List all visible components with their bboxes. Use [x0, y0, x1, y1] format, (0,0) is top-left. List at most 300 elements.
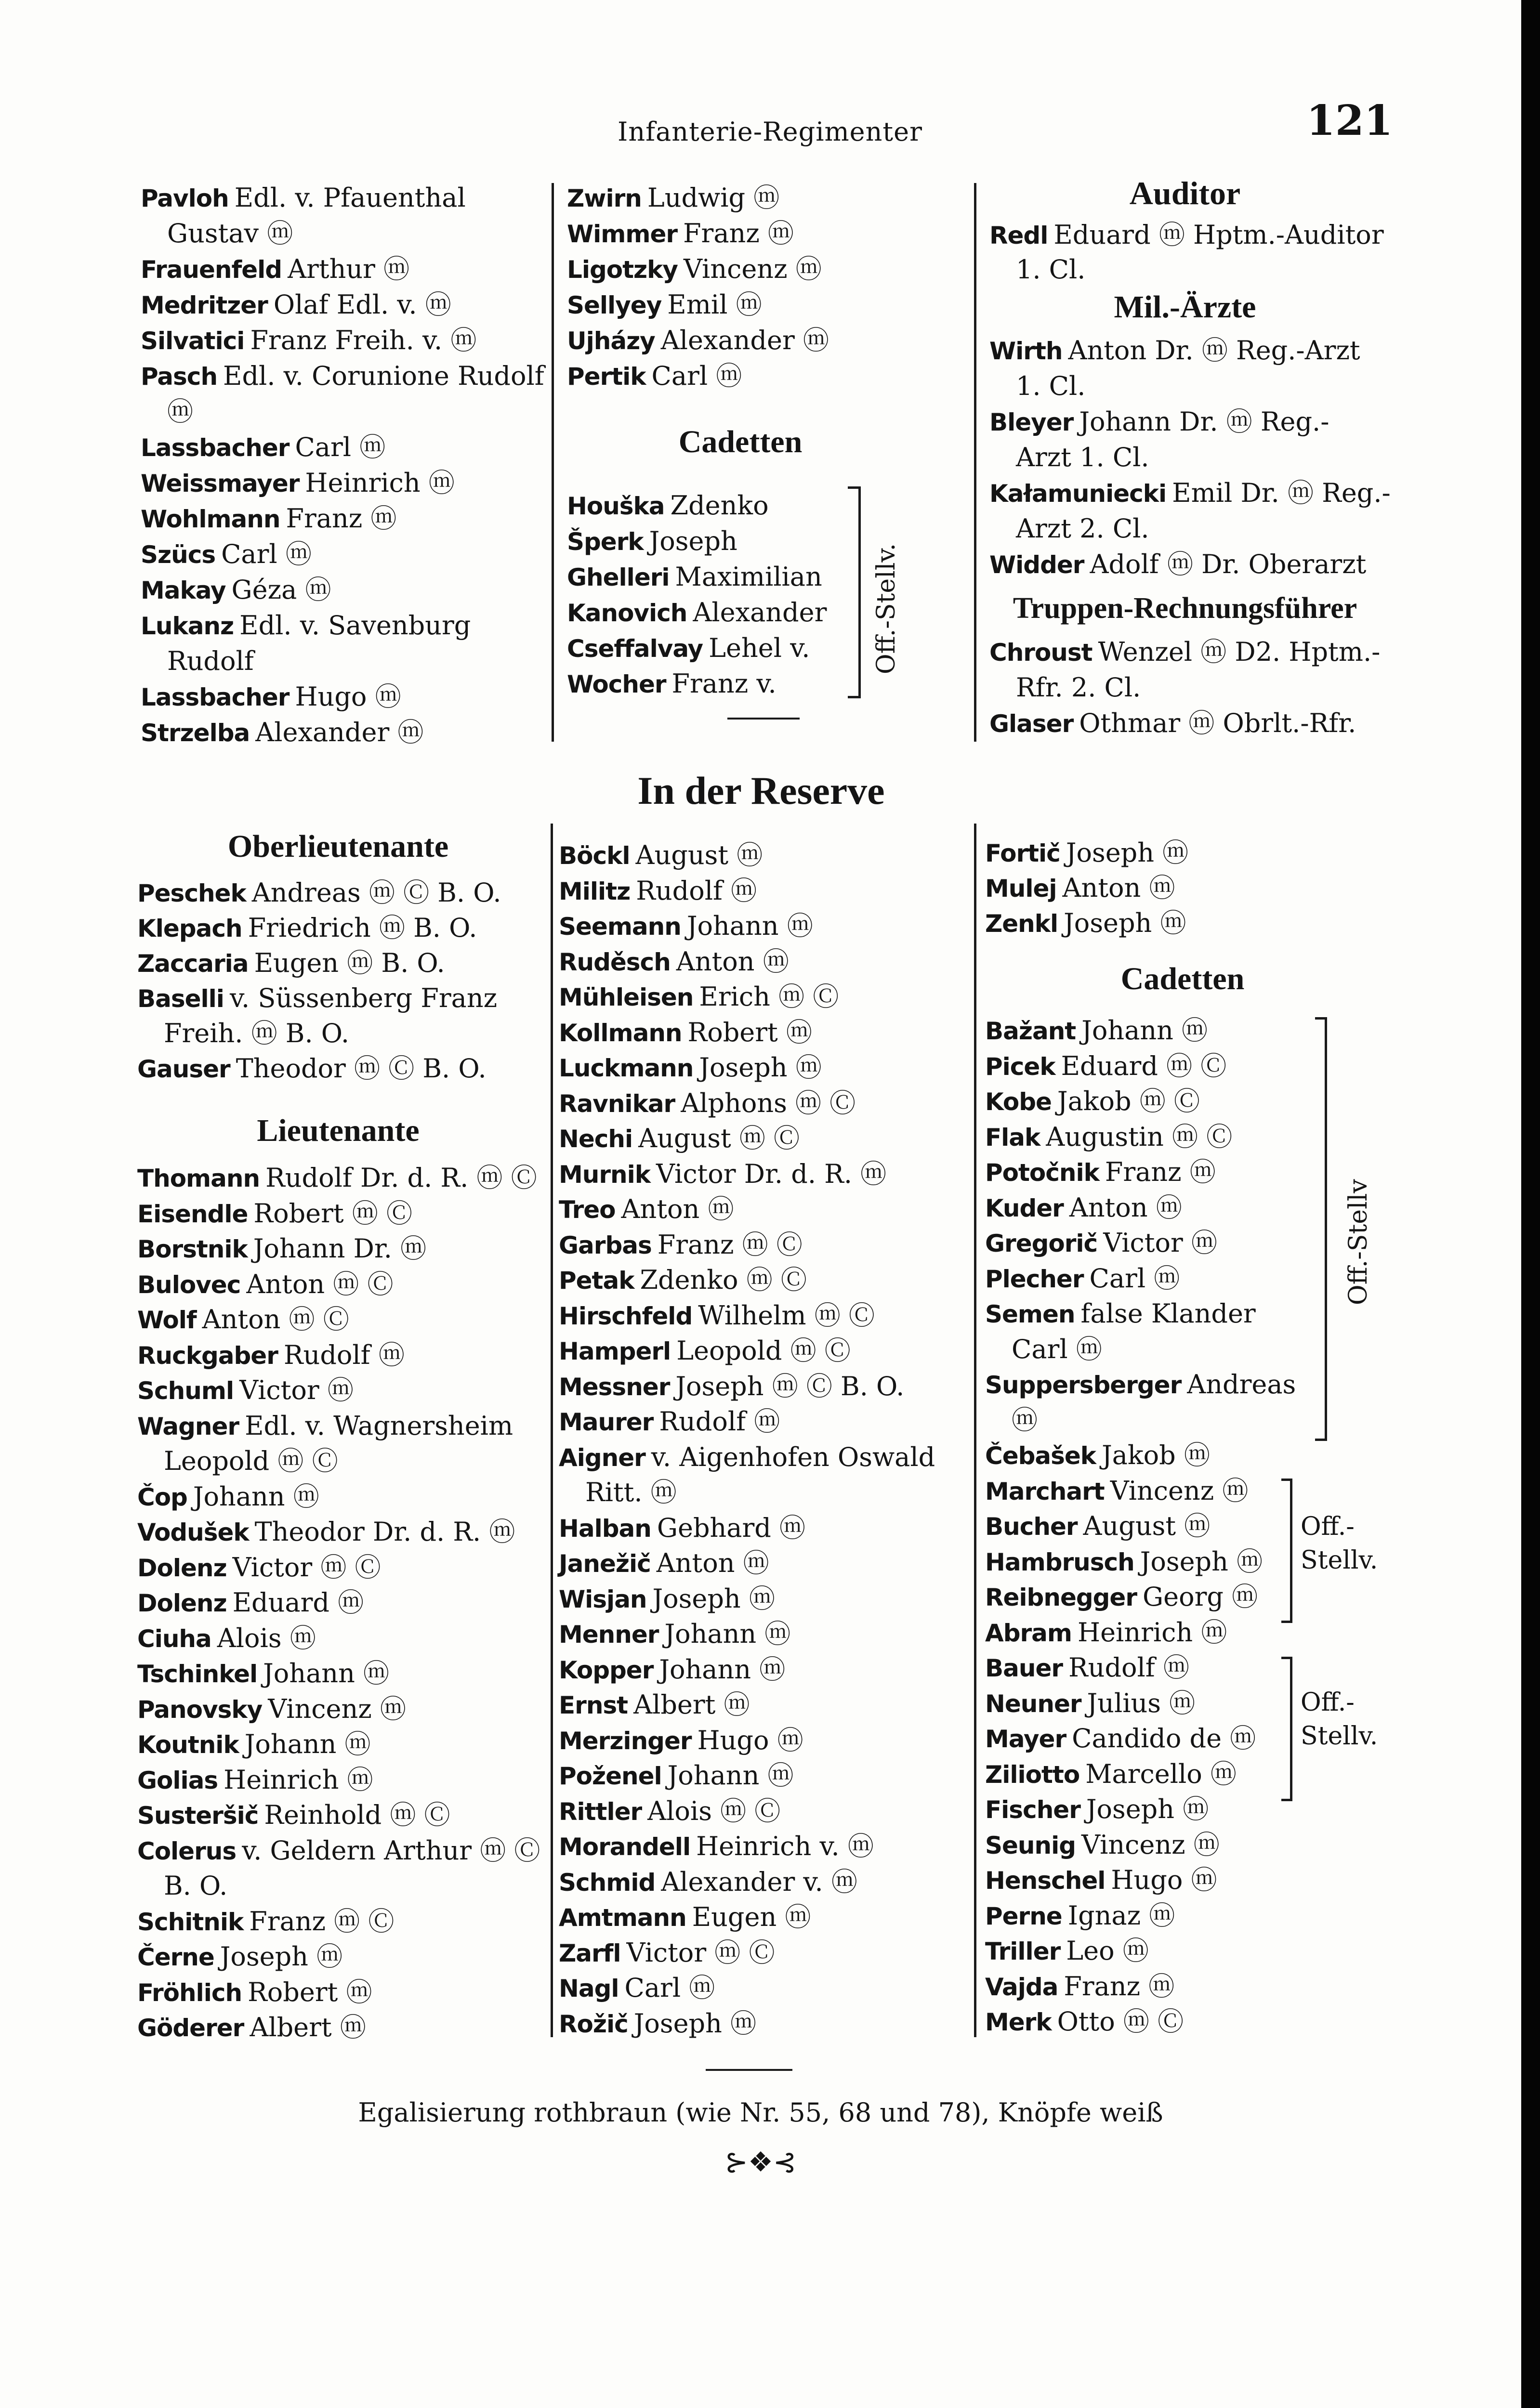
roster-entry: [559, 1900, 811, 1935]
roster-entry: [137, 1267, 393, 1302]
roster-entry: [985, 1474, 1248, 1509]
entry-details: Joseph ⓜ: [652, 1583, 775, 1614]
roster-entry: [141, 573, 331, 608]
roster-entry: [985, 1191, 1182, 1226]
entry-details: v. Süssenberg Franz: [229, 983, 498, 1013]
roster-entry: [989, 333, 1360, 368]
surname: Henschel: [985, 1867, 1106, 1895]
entry-details: Augustin ⓜ Ⓒ: [1046, 1121, 1233, 1152]
entry-details: Alexander v. ⓜ: [661, 1866, 857, 1897]
surname: Šperk: [567, 528, 644, 556]
entry-details: Otto ⓜ Ⓒ: [1057, 2006, 1184, 2037]
roster-entry: [559, 980, 839, 1015]
entry-details: ⓜ: [167, 396, 193, 427]
roster-entry: [567, 288, 762, 323]
cadetten-heading-bottom: Cadetten: [1120, 961, 1245, 996]
entry-details: Anton ⓜ Ⓒ: [246, 1269, 394, 1299]
surname: Ruckgaber: [137, 1341, 278, 1370]
roster-entry: [559, 1157, 886, 1192]
surname: Houška: [567, 492, 665, 520]
entry-details: Emil ⓜ: [667, 289, 762, 320]
surname: Wisjan: [559, 1585, 647, 1613]
roster-entry: [137, 1161, 537, 1196]
surname: Eisendle: [137, 1200, 248, 1228]
entry-details: Marcello ⓜ: [1085, 1758, 1237, 1789]
roster-entry: [567, 181, 779, 216]
entry-details: Eduard ⓜ Ⓒ: [1061, 1050, 1227, 1081]
roster-entry: [167, 394, 193, 429]
roster-entry: [567, 524, 737, 559]
surname: Szücs: [141, 541, 216, 569]
entry-details: Joseph: [649, 526, 737, 556]
entry-details: Leo ⓜ: [1066, 1936, 1149, 1966]
entry-details: Julius ⓜ: [1087, 1688, 1196, 1718]
entry-details: Johann ⓜ: [193, 1481, 319, 1512]
surname: Černe: [137, 1943, 214, 1971]
surname: Peschek: [137, 879, 246, 907]
roster-entry: [137, 1051, 487, 1086]
entry-details: Gustav ⓜ: [167, 218, 293, 249]
roster-entry: [567, 252, 822, 287]
roster-entry: [137, 1692, 406, 1727]
entry-details: Johann Dr. ⓜ Reg.-: [1079, 406, 1329, 437]
surname: Zenkl: [985, 910, 1058, 938]
entry-details: Anton ⓜ Ⓒ: [202, 1304, 349, 1335]
surname: Nechi: [559, 1125, 633, 1153]
roster-entry: [985, 1934, 1149, 1969]
entry-details: Edl. v. Savenburg: [239, 610, 471, 641]
entry-details: Johann Dr. ⓜ: [253, 1233, 427, 1264]
entry-details: Robert ⓜ Ⓒ: [253, 1198, 412, 1229]
surname: Medritzer: [141, 291, 268, 319]
entry-details: Vincenz ⓜ: [268, 1693, 406, 1724]
surname: Gregorič: [985, 1230, 1098, 1257]
surname: Vajda: [985, 1973, 1058, 2001]
roster-entry: [137, 1338, 405, 1373]
surname: Messner: [559, 1373, 670, 1401]
roster-entry: [559, 1440, 935, 1475]
entry-details: Rudolf ⓜ: [659, 1406, 780, 1437]
roster-entry: [567, 359, 742, 394]
entry-details: Franz ⓜ: [683, 218, 794, 249]
entry-details: Carl ⓜ: [295, 432, 386, 462]
roster-entry: [985, 1013, 1208, 1048]
entry-details: Anton ⓜ: [656, 1548, 769, 1578]
entry-details: Hugo ⓜ: [295, 681, 401, 712]
roster-entry: [137, 876, 501, 911]
roster-entry: [137, 1302, 349, 1337]
surname: Schitnik: [137, 1908, 244, 1936]
roster-entry: [985, 1084, 1200, 1119]
surname: Wimmer: [567, 220, 678, 248]
roster-entry: [137, 1975, 372, 2010]
surname: Hambrusch: [985, 1548, 1134, 1576]
entry-details: Joseph ⓜ: [1086, 1794, 1209, 1824]
entry-details: Johann ⓜ: [263, 1658, 390, 1688]
surname: Gauser: [137, 1055, 230, 1083]
surname: Bažant: [985, 1017, 1076, 1045]
roster-entry: [567, 595, 827, 630]
entry-details: Joseph ⓜ: [220, 1941, 343, 1972]
entry-details: Georg ⓜ: [1143, 1582, 1258, 1612]
roster-entry: [167, 216, 293, 251]
roster-entry: [559, 1617, 790, 1652]
roster-entry: [985, 1969, 1174, 2004]
surname: Koutnik: [137, 1731, 239, 1759]
surname: Göderer: [137, 2014, 244, 2042]
entry-details: Rudolf Dr. d. R. ⓜ Ⓒ: [265, 1163, 537, 1193]
roster-entry: [559, 1511, 805, 1546]
entry-details: Géza ⓜ: [231, 575, 331, 605]
entry-details: Rudolf ⓜ: [1068, 1652, 1189, 1683]
surname: Panovsky: [137, 1695, 263, 1724]
surname: Kobe: [985, 1088, 1052, 1116]
surname: Lassbacher: [141, 434, 290, 462]
surname: Potočnik: [985, 1159, 1099, 1187]
roster-entry: [985, 1120, 1232, 1155]
surname: Picek: [985, 1052, 1055, 1081]
surname: Hirschfeld: [559, 1302, 693, 1330]
entry-details: Theodor ⓜ Ⓒ B. O.: [236, 1053, 487, 1084]
surname: Zaccaria: [137, 950, 249, 978]
surname: Semen: [985, 1300, 1075, 1328]
entry-details: Johann ⓜ: [664, 1619, 791, 1649]
roster-entry: [989, 547, 1366, 582]
surname: Mulej: [985, 875, 1057, 903]
surname: Golias: [137, 1766, 218, 1794]
roster-entry: [137, 1585, 364, 1621]
entry-details: Ludwig ⓜ: [647, 183, 780, 213]
entry-details: Hugo ⓜ: [697, 1725, 803, 1755]
surname: Silvatici: [141, 327, 245, 355]
roster-entry: [559, 1050, 822, 1086]
roster-entry: [985, 1615, 1227, 1650]
surname: Schuml: [137, 1377, 234, 1405]
surname: Sellyey: [567, 291, 662, 319]
entry-details: Edl. v. Pfauenthal: [234, 183, 466, 213]
entry-details: Leopold ⓜ Ⓒ: [164, 1446, 338, 1476]
roster-entry: [559, 874, 757, 909]
roster-entry: [985, 1226, 1217, 1261]
roster-entry: [559, 1334, 851, 1369]
surname: Widder: [989, 551, 1084, 579]
entry-details: Ignaz ⓜ: [1067, 1900, 1175, 1931]
roster-entry: [559, 1369, 904, 1404]
surname: Ruděsch: [559, 948, 671, 976]
surname: Triller: [985, 1937, 1061, 1965]
entry-details: Jakob ⓜ Ⓒ: [1057, 1086, 1200, 1116]
entry-details: Edl. v. Corunione Rudolf: [223, 361, 544, 391]
off-stellv-label-1a: Off.-: [1301, 1512, 1355, 1541]
entry-details: Carl ⓜ: [221, 539, 312, 569]
roster-entry: [559, 1794, 780, 1829]
off-stellv-label-1b: Stellv.: [1301, 1546, 1378, 1575]
entry-details: Johann ⓜ: [667, 1760, 794, 1791]
roster-entry: [559, 1546, 769, 1581]
roster-entry: [164, 1869, 227, 1903]
entry-details: Adolf ⓜ Dr. Oberarzt: [1090, 549, 1367, 579]
surname: Perne: [985, 1902, 1062, 1930]
roster-entry: [137, 1409, 513, 1444]
entry-details: Victor ⓜ: [239, 1375, 354, 1405]
roster-entry: [559, 944, 789, 980]
roster-entry: [985, 1828, 1220, 1863]
short-divider-bottom: [706, 2069, 792, 2071]
surname: Bleyer: [989, 408, 1074, 436]
entry-details: Erich ⓜ Ⓒ: [699, 982, 839, 1012]
entry-details: Victor Dr. d. R. ⓜ: [656, 1158, 887, 1189]
entry-details: Alois ⓜ: [217, 1623, 316, 1653]
entry-details: Victor ⓜ Ⓒ: [232, 1552, 381, 1583]
roster-entry: [559, 1228, 803, 1263]
entry-details: Emil Dr. ⓜ Reg.-: [1172, 478, 1391, 508]
roster-entry: [141, 323, 476, 358]
roster-entry: [141, 680, 401, 715]
surname: Glaser: [989, 710, 1074, 738]
surname: Ciuha: [137, 1624, 211, 1653]
surname: Bucher: [985, 1513, 1078, 1541]
surname: Garbas: [559, 1231, 652, 1259]
entry-details: ⓜ: [1012, 1404, 1038, 1435]
surname: Baselli: [137, 985, 224, 1013]
roster-entry: [985, 1650, 1189, 1686]
surname: Murnik: [559, 1160, 650, 1189]
roster-entry: [985, 1580, 1258, 1615]
entry-details: Othmar ⓜ Obrlt.-Rfr.: [1079, 708, 1356, 738]
surname: Rittler: [559, 1797, 642, 1826]
roster-entry: [559, 1192, 734, 1227]
surname: Kuder: [985, 1194, 1064, 1222]
entry-details: Freih. ⓜ B. O.: [164, 1018, 350, 1048]
surname: Treo: [559, 1196, 616, 1224]
entry-details: Rudolf ⓜ: [636, 875, 757, 906]
surname: Wocher: [567, 670, 666, 698]
surname: Seemann: [559, 913, 681, 941]
short-divider-top: [727, 718, 800, 720]
off-stellv-label-2b: Stellv.: [1301, 1722, 1378, 1751]
roster-entry: [985, 2004, 1184, 2040]
entry-details: Albert ⓜ: [633, 1689, 750, 1720]
entry-details: Vincenz ⓜ: [684, 254, 822, 284]
surname: Kollmann: [559, 1019, 682, 1047]
surname: Dolenz: [137, 1554, 227, 1582]
entry-details: Franz ⓜ Ⓒ: [249, 1906, 395, 1937]
entry-details: Theodor Dr. d. R. ⓜ: [254, 1517, 515, 1547]
entry-details: Joseph ⓜ: [1064, 908, 1186, 938]
surname: Wohlmann: [141, 505, 280, 533]
entry-details: Heinrich ⓜ: [1078, 1617, 1227, 1648]
entry-details: August ⓜ Ⓒ: [638, 1123, 800, 1153]
page-number: 121: [1306, 96, 1393, 145]
surname: Merzinger: [559, 1727, 692, 1755]
entry-details: Anton ⓜ: [621, 1194, 734, 1224]
entry-details: Johann ⓜ: [1081, 1015, 1208, 1046]
roster-entry: [985, 906, 1186, 941]
roster-entry: [559, 1829, 874, 1864]
surname: Kałamuniecki: [989, 480, 1167, 508]
column-rule-left-bottom: [551, 824, 553, 2037]
surname: Cseffalvay: [567, 635, 703, 663]
surname: Pertik: [567, 363, 646, 391]
roster-entry: [985, 871, 1175, 906]
surname: Luckmann: [559, 1054, 694, 1082]
surname: Thomann: [137, 1165, 260, 1192]
surname: Ernst: [559, 1691, 628, 1719]
entry-details: Vincenz ⓜ: [1110, 1475, 1249, 1506]
entry-details: Reinhold ⓜ Ⓒ: [264, 1800, 450, 1830]
surname: Plecher: [985, 1265, 1084, 1293]
roster-entry: [141, 537, 312, 572]
ornament: ⊱❖⊰: [724, 2146, 797, 2178]
surname: Bauer: [985, 1654, 1063, 1682]
surname: Poženel: [559, 1762, 662, 1790]
entry-details: Carl ⓜ: [1012, 1334, 1102, 1364]
roster-entry: [1016, 369, 1085, 404]
roster-entry: [141, 715, 423, 750]
roster-entry: [985, 1155, 1216, 1190]
entry-details: Alexander ⓜ: [660, 325, 829, 355]
off-stellv-label-big: Off.-Stellv: [1344, 1179, 1373, 1305]
cadetten-brace-top: [848, 486, 861, 698]
cadetten-heading-top: Cadetten: [678, 424, 803, 459]
entry-details: Jakob ⓜ: [1102, 1440, 1210, 1470]
running-header: Infanterie-Regimenter: [618, 117, 922, 147]
roster-entry: [137, 1833, 540, 1869]
surname: Ujházy: [567, 327, 655, 355]
entry-details: Franz ⓜ Ⓒ: [657, 1229, 803, 1260]
entry-details: Johann ⓜ: [686, 911, 813, 941]
entry-details: Carl ⓜ: [1089, 1263, 1180, 1294]
roster-entry: [585, 1475, 677, 1510]
roster-entry: [559, 1121, 800, 1156]
roster-entry: [559, 1582, 775, 1617]
entry-details: Zdenko ⓜ Ⓒ: [640, 1265, 807, 1295]
roster-entry: [137, 1727, 371, 1762]
surname: Flak: [985, 1123, 1040, 1152]
entry-details: August ⓜ: [1083, 1511, 1211, 1541]
surname: Pasch: [141, 363, 218, 391]
surname: Seunig: [985, 1831, 1076, 1859]
roster-entry: [559, 838, 763, 873]
roster-entry: [985, 1721, 1256, 1756]
entry-details: Edl. v. Wagnersheim: [245, 1410, 513, 1441]
surname: Lukanz: [141, 612, 234, 640]
entry-details: Heinrich v. ⓜ: [696, 1831, 874, 1861]
entry-details: Eugen ⓜ: [692, 1902, 811, 1932]
surname: Nagl: [559, 1975, 619, 2002]
roster-entry: [989, 218, 1384, 253]
cadetten-brace-1: [1281, 1479, 1292, 1623]
surname: Militz: [559, 877, 631, 905]
entry-details: Anton ⓜ: [676, 946, 789, 977]
entry-details: Arthur ⓜ: [288, 254, 410, 284]
rechnungsfuehrer-heading: Truppen-Rechnungsführer: [1013, 592, 1357, 625]
surname: Menner: [559, 1621, 659, 1649]
entry-details: Andreas: [1187, 1369, 1296, 1400]
surname: Wirth: [989, 337, 1063, 365]
roster-entry: [559, 1298, 875, 1334]
roster-entry: [985, 1049, 1226, 1084]
column-rule-right-top: [974, 183, 976, 742]
surname: Weissmayer: [141, 470, 300, 497]
surname: Ligotzky: [567, 256, 678, 284]
entry-details: Robert ⓜ: [687, 1017, 812, 1047]
entry-details: Rfr. 2. Cl.: [1016, 672, 1141, 703]
entry-details: Zdenko: [670, 490, 769, 521]
surname: Abram: [985, 1619, 1072, 1647]
oberlieutenants-heading: Oberlieutenante: [227, 829, 449, 864]
surname: Wagner: [137, 1412, 239, 1440]
roster-entry: [164, 1444, 338, 1479]
column-rule-right-bottom: [974, 824, 976, 2037]
surname: Strzelba: [141, 719, 250, 747]
lieutenants-heading: Lieutenante: [257, 1113, 420, 1148]
roster-entry: [141, 252, 409, 287]
roster-entry: [1012, 1332, 1102, 1367]
entry-details: Leopold ⓜ Ⓒ: [676, 1335, 851, 1366]
roster-entry: [141, 466, 455, 501]
entry-details: Joseph ⓜ: [1066, 838, 1189, 868]
entry-details: Wenzel ⓜ D2. Hptm.-: [1098, 637, 1381, 667]
entry-details: Maximilian: [675, 562, 822, 592]
off-stellv-label-top: Off.-Stellv.: [872, 543, 901, 674]
surname: Susteršič: [137, 1802, 259, 1830]
roster-entry: [559, 1865, 857, 1900]
entry-details: v. Geldern Arthur ⓜ Ⓒ: [242, 1835, 540, 1866]
entry-details: Arzt 2. Cl.: [1016, 513, 1149, 544]
roster-entry: [985, 1509, 1210, 1544]
roster-entry: [985, 1757, 1237, 1792]
roster-entry: [137, 946, 445, 981]
roster-entry: [141, 288, 451, 323]
surname: Fischer: [985, 1796, 1080, 1824]
surname: Bulovec: [137, 1270, 241, 1299]
entry-details: Anton ⓜ: [1069, 1192, 1182, 1223]
roster-entry: [141, 430, 385, 465]
entry-details: Wilhelm ⓜ Ⓒ: [698, 1300, 875, 1331]
roster-entry: [559, 1723, 803, 1758]
roster-entry: [1012, 1403, 1038, 1438]
roster-entry: [989, 635, 1380, 670]
entry-details: Gebhard ⓜ: [657, 1512, 806, 1543]
roster-entry: [164, 1016, 349, 1051]
roster-entry: [167, 644, 254, 679]
roster-entry: [137, 1939, 342, 1975]
roster-entry: [559, 1758, 794, 1793]
roster-entry: [559, 1263, 807, 1298]
surname: Rožič: [559, 2010, 628, 2038]
roster-entry: [559, 1086, 856, 1121]
surname: Čebašek: [985, 1442, 1096, 1470]
entry-details: Joseph ⓜ: [699, 1052, 822, 1083]
roster-entry: [137, 1550, 381, 1585]
roster-entry: [985, 1296, 1256, 1332]
surname: Neuner: [985, 1689, 1081, 1718]
roster-entry: [1016, 440, 1149, 475]
entry-details: Franz ⓜ: [1105, 1157, 1216, 1187]
off-stellv-label-2a: Off.-: [1301, 1688, 1355, 1717]
roster-entry: [559, 1971, 715, 2006]
surname: Wolf: [137, 1306, 197, 1334]
roster-entry: [567, 631, 810, 666]
entry-details: Carl ⓜ: [624, 1973, 715, 2003]
roster-entry: [559, 909, 813, 944]
roster-entry: [985, 1863, 1217, 1898]
surname: Borstnik: [137, 1235, 248, 1263]
surname: Colerus: [137, 1837, 237, 1865]
roster-entry: [559, 2006, 756, 2042]
surname: Halban: [559, 1514, 651, 1543]
